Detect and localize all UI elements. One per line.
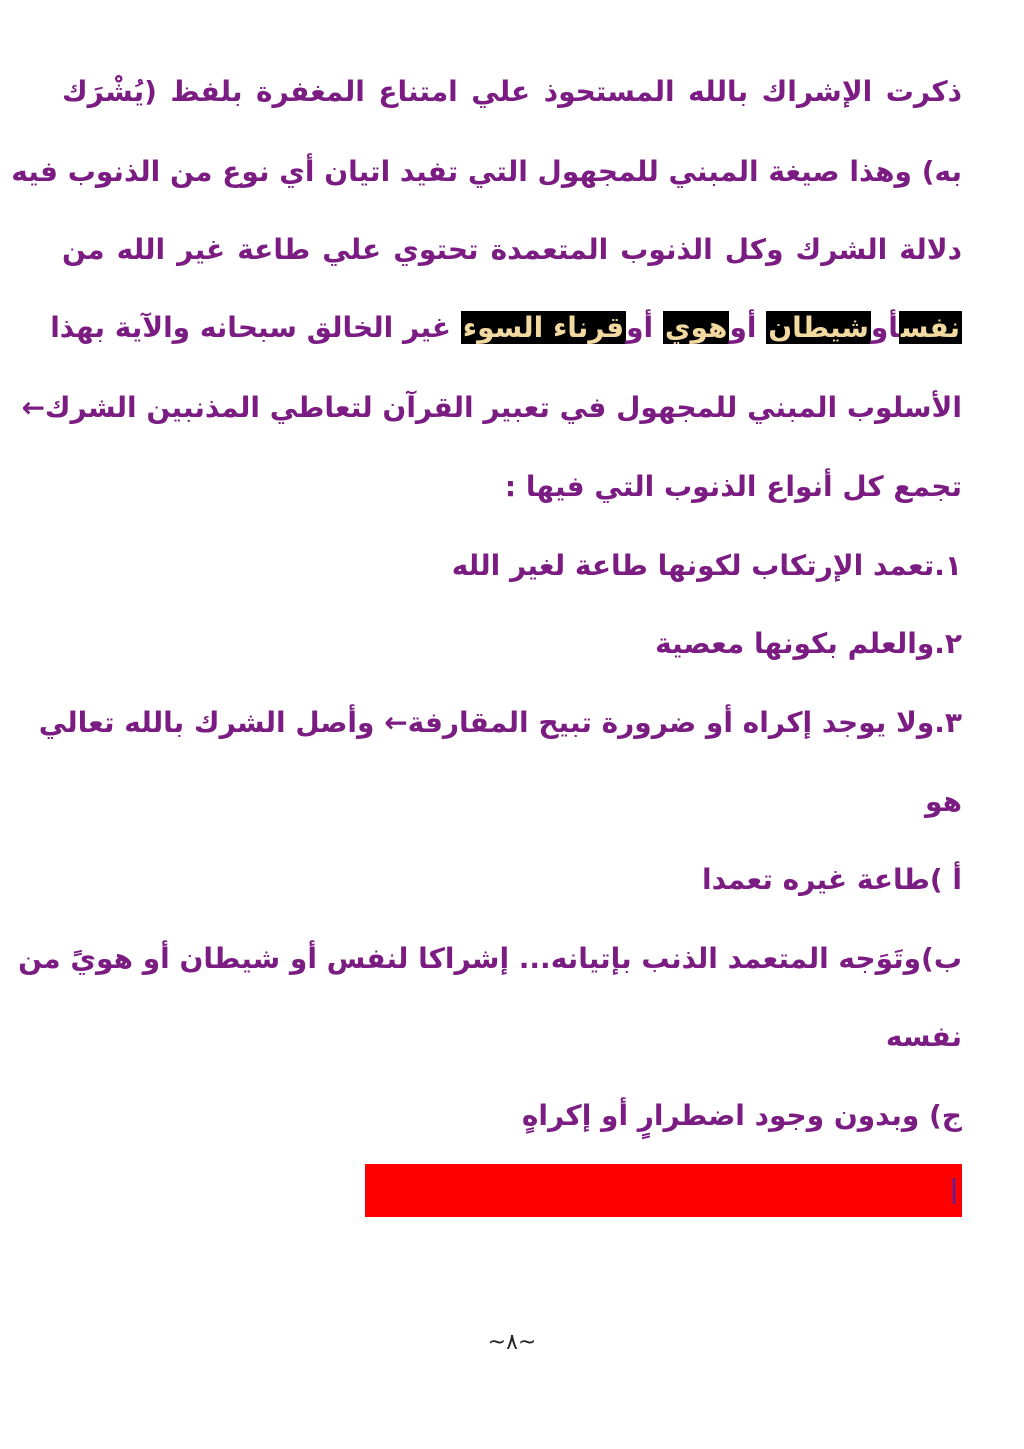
sub-item-c: ج) وبدون وجود اضطرارٍ أو إكراهٍ (521, 1099, 962, 1132)
separator-or-2: أو (729, 311, 757, 344)
text-line-3: دلالة الشرك وكل الذنوب المتعمدة تحتوي علي طاعة غير الله من (62, 233, 962, 266)
text-line-huwa: هو (925, 785, 962, 818)
red-highlight-box (365, 1164, 962, 1217)
separator-or-1: أو (870, 311, 899, 344)
highlight-nafs: نفس (900, 311, 960, 344)
line4-rest: غير الخالق سبحانه والآية بهذا (50, 311, 451, 344)
sub-item-a: أ )طاعة غيره تعمدا (702, 863, 962, 896)
text-line-2: به) وهذا صيغة المبني للمجهول التي تفيد اتيان أي نوع من الذنوب فيه (11, 155, 962, 188)
text-line-6: تجمع كل أنواع الذنوب التي فيها : (504, 470, 962, 503)
page-number: ~٨~ (487, 1330, 537, 1355)
list-item-2: ٢.والعلم بكونها معصية (655, 627, 962, 660)
text-line-1: ذكرت الإشراك بالله المستحوذ علي امتناع المغفرة بلفظ (يُشْرَك (62, 75, 962, 108)
highlight-hawa: هوي (664, 311, 728, 344)
list-item-3: ٣.ولا يوجد إكراه أو ضرورة تبيح المقارفة← وأصل الشرك بالله تعالي (38, 706, 962, 739)
separator-or-3: أو (626, 311, 654, 344)
text-line-4 (50, 308, 962, 348)
highlight-shaytan: شيطان (768, 311, 869, 344)
sub-item-b: ب)وتَوَجه المتعمد الذنب بإتيانه... إشراكا لنفس أو شيطان أو هويً من (18, 942, 962, 975)
highlight-quranaa: قرناء السوء (462, 311, 625, 344)
sub-item-b-continued: نفسه (885, 1020, 962, 1053)
text-line-5: الأسلوب المبني للمجهول في تعبير القرآن لتعاطي المذنبين الشرك← (21, 391, 962, 424)
list-item-1: ١.تعمد الإرتكاب لكونها طاعة لغير الله (451, 549, 962, 582)
text-cursor (953, 1178, 955, 1204)
